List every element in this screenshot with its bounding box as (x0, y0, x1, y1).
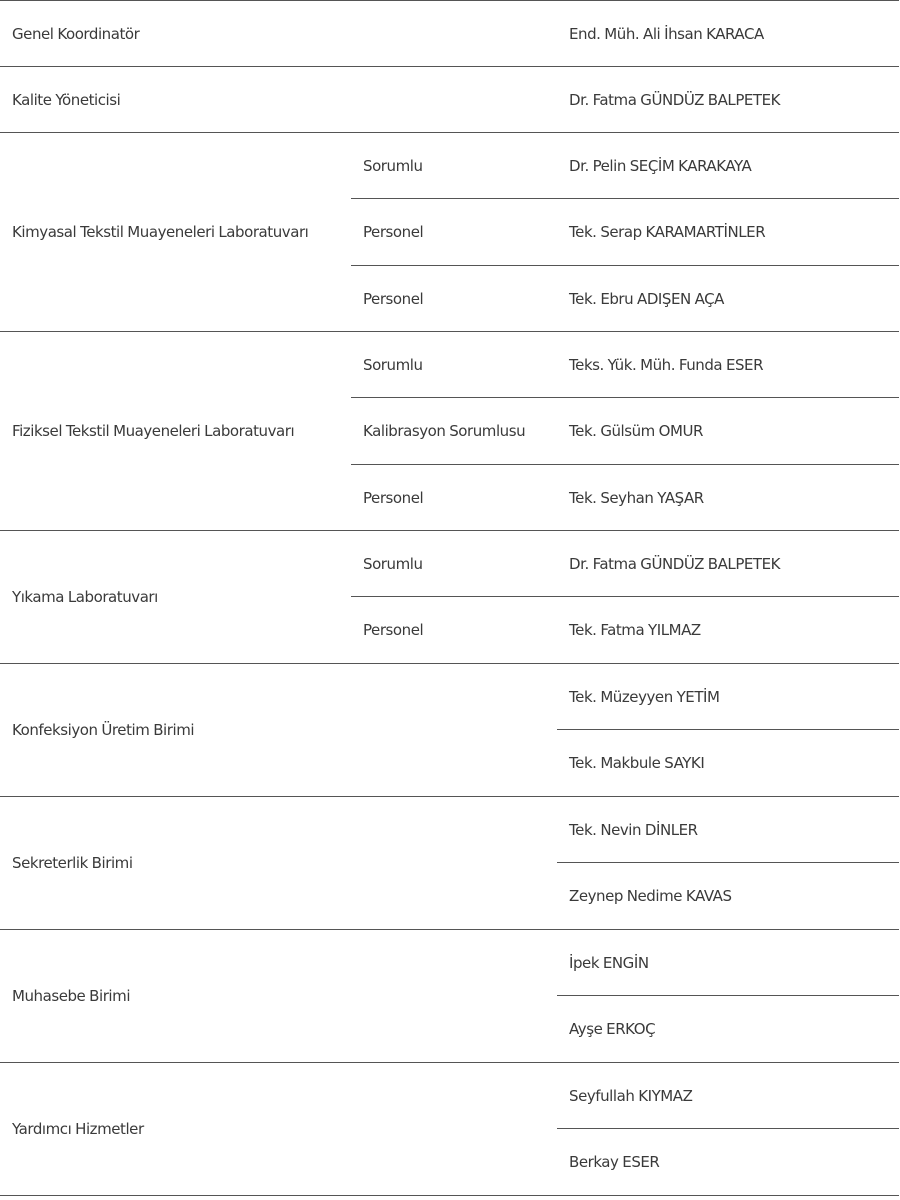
unit-name: Fiziksel Tekstil Muayeneleri Laboratuvarı (0, 332, 351, 531)
person-name: Seyfullah KIYMAZ (557, 1063, 899, 1129)
table-row (0, 332, 899, 398)
unit-group (0, 930, 899, 1063)
person-name: Tek. Nevin DİNLER (557, 797, 899, 863)
unit-group (0, 332, 899, 531)
person-name: Tek. Makbule SAYKI (557, 730, 899, 797)
person-name: Dr. Fatma GÜNDÜZ BALPETEK (557, 67, 899, 133)
table-row (0, 797, 899, 863)
person-name: Zeynep Nedime KAVAS (557, 863, 899, 930)
role-cell: Personel (351, 597, 557, 664)
table-row (0, 133, 899, 199)
person-name: Tek. Fatma YILMAZ (557, 597, 899, 664)
table-row (0, 67, 899, 133)
table-row (0, 930, 899, 996)
role-cell: Sorumlu (351, 531, 557, 597)
unit-group (0, 531, 899, 664)
role-cell: Personel (351, 266, 557, 332)
table-row (0, 1, 899, 67)
person-name: Ayşe ERKOÇ (557, 996, 899, 1063)
role-cell: Personel (351, 199, 557, 266)
person-name: İpek ENGİN (557, 930, 899, 996)
table-row (0, 1063, 899, 1129)
role-cell (351, 664, 557, 797)
role-cell (351, 797, 557, 930)
unit-group (0, 1063, 899, 1196)
unit-name: Kalite Yöneticisi (0, 67, 351, 133)
role-cell: Sorumlu (351, 332, 557, 398)
unit-name: Sekreterlik Birimi (0, 797, 351, 930)
table-row (0, 531, 899, 597)
person-name: Dr. Pelin SEÇİM KARAKAYA (557, 133, 899, 199)
unit-group (0, 797, 899, 930)
unit-name: Yardımcı Hizmetler (0, 1063, 351, 1196)
person-name: Tek. Serap KARAMARTİNLER (557, 199, 899, 266)
person-name: Tek. Gülsüm OMUR (557, 398, 899, 465)
unit-name: Konfeksiyon Üretim Birimi (0, 664, 351, 797)
unit-group (0, 67, 899, 133)
unit-name: Genel Koordinatör (12, 24, 140, 43)
person-name: Tek. Seyhan YAŞAR (557, 465, 899, 531)
person-name: Tek. Ebru ADIŞEN AÇA (557, 266, 899, 332)
person-name: End. Müh. Ali İhsan KARACA (569, 24, 764, 43)
role-cell: Personel (351, 465, 557, 531)
role-cell: Kalibrasyon Sorumlusu (351, 398, 557, 465)
role-cell (351, 1, 557, 67)
person-name: Dr. Fatma GÜNDÜZ BALPETEK (557, 531, 899, 597)
role-cell (351, 1063, 557, 1196)
role-cell (351, 930, 557, 1063)
unit-group (0, 133, 899, 332)
unit-group (0, 1, 899, 67)
unit-name: Muhasebe Birimi (0, 930, 351, 1063)
role-cell: Sorumlu (351, 133, 557, 199)
unit-group (0, 664, 899, 797)
table-row (0, 664, 899, 730)
unit-name: Kimyasal Tekstil Muayeneleri Laboratuvarı (0, 133, 351, 332)
unit-name: Yıkama Laboratuvarı (0, 531, 351, 664)
role-cell (351, 67, 557, 133)
person-name: Teks. Yük. Müh. Funda ESER (557, 332, 899, 398)
person-name: Tek. Müzeyyen YETİM (557, 664, 899, 730)
person-name: Berkay ESER (557, 1129, 899, 1196)
